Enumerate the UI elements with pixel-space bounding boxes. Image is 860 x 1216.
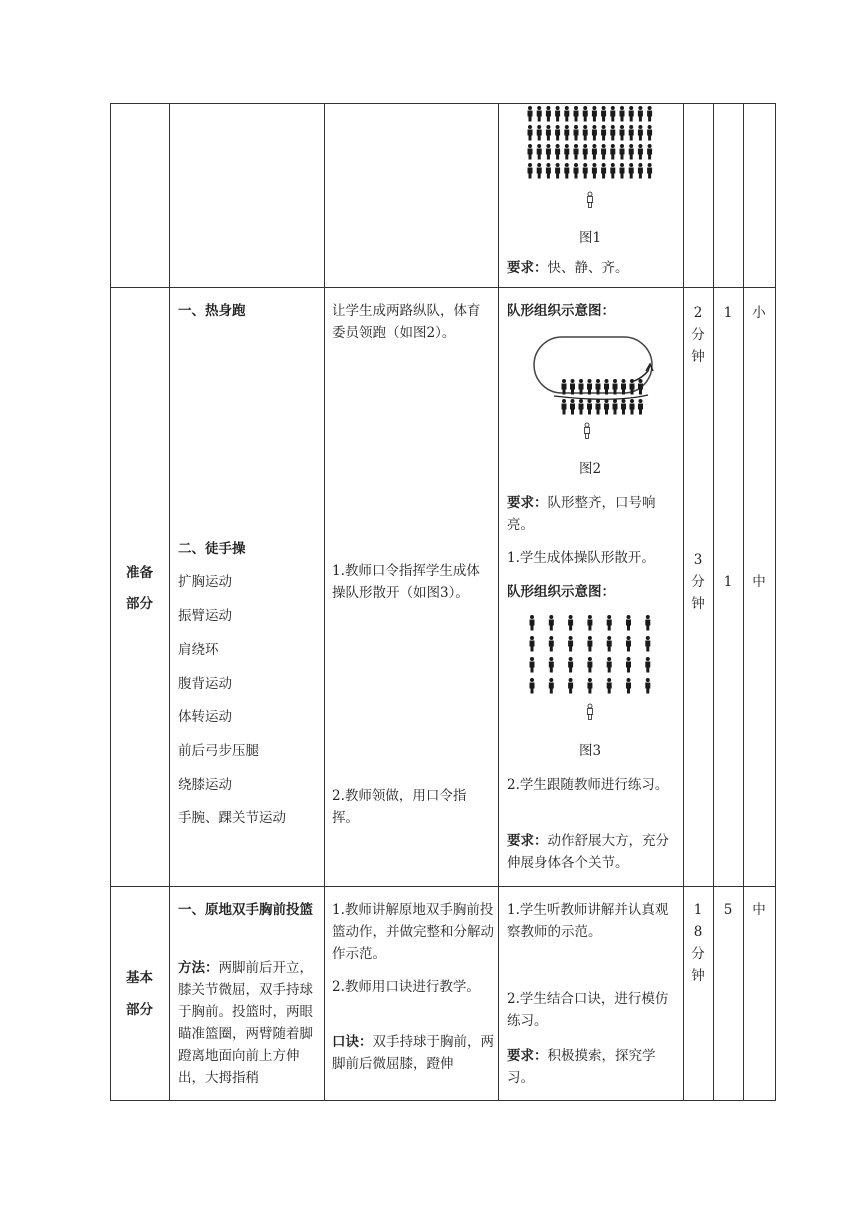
section-label-basic-1: 基本 — [126, 970, 153, 986]
requirement-label: 要求： — [507, 833, 548, 849]
table-top-border — [110, 103, 775, 104]
col-line-6 — [743, 103, 744, 1101]
count-warmup: 1 — [723, 305, 733, 321]
student-figure-icon — [629, 163, 634, 179]
student-figure-icon — [546, 163, 551, 179]
col-line-1 — [169, 103, 170, 1101]
student-figure-icon — [549, 657, 554, 673]
formula-text: 双手持球于胸前，两脚前后微屈膝，蹬伸 — [332, 1034, 494, 1072]
student-figure-icon — [568, 615, 573, 631]
intensity-warmup: 小 — [752, 305, 766, 321]
top-requirement — [507, 257, 629, 279]
student-figure-icon — [564, 163, 569, 179]
intensity-freehand: 中 — [752, 574, 766, 590]
student-figure-icon — [564, 125, 569, 141]
student-figure-icon — [638, 379, 643, 395]
table-bottom-border — [110, 1100, 775, 1101]
method-text: 两脚前后开立，膝关节微屈，双手持球于胸前。投篮时，两眼瞄准篮圈，两臂随着脚蹬离地面向前上方伸出，大拇指稍 — [178, 960, 313, 1086]
student-figure-icon — [570, 379, 575, 395]
student-figure-icon — [638, 163, 643, 179]
student-figure-icon — [610, 144, 615, 160]
requirement-label: 要求： — [507, 495, 548, 511]
student-figure-icon — [626, 636, 631, 652]
teacher-text-formula: 2.教师用口诀进行教学。 — [332, 979, 480, 995]
count-freehand: 1 — [723, 574, 733, 590]
student-figure-icon — [583, 144, 588, 160]
time-warmup-1: 2 — [693, 305, 703, 321]
student-figure-icon — [574, 163, 579, 179]
student-figure-icon — [638, 125, 643, 141]
col-line-7 — [775, 103, 776, 1101]
figure-1-caption: 图1 — [578, 230, 602, 246]
student-figure-icon — [587, 657, 592, 673]
student-figure-icon — [555, 106, 560, 122]
exercise-item: 手腕、踝关节运动 — [178, 810, 286, 826]
student-figure-icon — [555, 125, 560, 141]
formula-label: 口诀： — [332, 1034, 373, 1050]
student-figure-icon — [647, 125, 652, 141]
teacher-figure-icon — [588, 192, 593, 208]
time-freehand-3: 钟 — [691, 596, 705, 612]
student-figure-icon — [528, 144, 533, 160]
student-figure-icon — [621, 379, 626, 395]
figure-2-caption: 图2 — [578, 461, 602, 477]
exercise-item: 肩绕环 — [178, 642, 219, 658]
time-basic-2: 8 — [693, 924, 703, 940]
student-figure-icon — [564, 144, 569, 160]
col-line-3 — [498, 103, 499, 1101]
student-figure-icon — [645, 657, 650, 673]
freehand-exercise-title: 二、徒手操 — [178, 541, 246, 557]
student-figure-icon — [546, 144, 551, 160]
exercise-item: 绕膝运动 — [178, 777, 232, 793]
requirement-label: 要求： — [507, 260, 548, 276]
shooting-title: 一、原地双手胸前投篮 — [178, 902, 313, 918]
exercise-item: 腹背运动 — [178, 676, 232, 692]
student-figure-icon — [587, 615, 592, 631]
student-figure-icon — [601, 106, 606, 122]
student-figure-icon — [592, 125, 597, 141]
student-figure-icon — [592, 163, 597, 179]
diagram-label-2: 队形组织示意图： — [507, 303, 615, 319]
student-figure-icon — [604, 399, 609, 415]
student-figure-icon — [549, 615, 554, 631]
requirement-label: 要求： — [507, 1048, 548, 1064]
student-figure-icon — [626, 615, 631, 631]
teacher-formula — [332, 1031, 494, 1075]
exercise-item: 前后弓步压腿 — [178, 743, 259, 759]
student-figure-icon — [629, 144, 634, 160]
student-figure-icon — [647, 144, 652, 160]
student-figure-icon — [546, 125, 551, 141]
teacher-figure-icon — [585, 423, 590, 439]
student-figure-icon — [629, 125, 634, 141]
requirement-text: 快、静、齐。 — [547, 260, 629, 276]
student-figure-icon — [555, 163, 560, 179]
formation-figure-3 — [526, 615, 656, 727]
student-figure-icon — [620, 144, 625, 160]
student-figure-icon — [613, 379, 618, 395]
student-figure-icon — [530, 678, 535, 694]
time-warmup-3: 钟 — [691, 349, 705, 365]
student-figure-icon — [645, 678, 650, 694]
time-warmup-2: 分 — [691, 327, 705, 343]
teacher-text-warmup: 让学生成两路纵队，体育委员领跑（如图2）。 — [332, 303, 481, 341]
student-figure-icon — [601, 125, 606, 141]
student-figure-icon — [592, 144, 597, 160]
student-figure-icon — [549, 678, 554, 694]
formation-figure-1 — [526, 106, 656, 216]
intensity-basic: 中 — [752, 902, 766, 918]
student-figure-icon — [621, 399, 626, 415]
student-figure-icon — [564, 106, 569, 122]
student-figure-icon — [604, 379, 609, 395]
student-figure-icon — [587, 678, 592, 694]
student-figure-icon — [638, 144, 643, 160]
student-requirement-2 — [507, 830, 677, 874]
student-figure-icon — [587, 636, 592, 652]
student-figure-icon — [562, 399, 567, 415]
exercise-item: 扩胸运动 — [178, 574, 232, 590]
student-figure-icon — [596, 379, 601, 395]
exercise-item: 体转运动 — [178, 709, 232, 725]
count-basic: 5 — [723, 902, 733, 918]
student-figure-icon — [583, 106, 588, 122]
student-figure-icon — [620, 163, 625, 179]
time-basic-1: 1 — [693, 902, 703, 918]
student-figure-icon — [610, 125, 615, 141]
student-figure-icon — [620, 125, 625, 141]
student-requirement-basic — [507, 1045, 679, 1089]
student-figure-icon — [647, 106, 652, 122]
teacher-text-explain: 1.教师讲解原地双手胸前投篮动作，并做完整和分解动作示范。 — [332, 902, 494, 962]
time-basic-3: 分 — [691, 946, 705, 962]
requirement-text: 动作舒展大方，充分伸展身体各个关节。 — [507, 833, 669, 871]
student-figure-icon — [645, 615, 650, 631]
student-figure-icon — [549, 636, 554, 652]
student-text-observe: 1.学生听教师讲解并认真观察教师的示范。 — [507, 902, 669, 940]
student-figure-icon — [610, 163, 615, 179]
time-basic-4: 钟 — [691, 968, 705, 984]
student-requirement-1 — [507, 492, 677, 536]
student-figure-icon — [638, 399, 643, 415]
teacher-text-lead: 2.教师领做，用口令指挥。 — [332, 788, 467, 826]
student-figure-icon — [607, 678, 612, 694]
student-figure-icon — [607, 636, 612, 652]
student-figure-icon — [530, 636, 535, 652]
student-figure-icon — [592, 106, 597, 122]
student-figure-icon — [568, 636, 573, 652]
warmup-run-title: 一、热身跑 — [178, 303, 246, 319]
section-label-prep-1: 准备 — [126, 565, 153, 581]
student-figure-icon — [630, 399, 635, 415]
student-figure-icon — [574, 106, 579, 122]
student-figure-icon — [528, 106, 533, 122]
student-figure-icon — [528, 163, 533, 179]
teacher-text-formation: 1.教师口令指挥学生成体操队形散开（如图3）。 — [332, 563, 480, 601]
requirement-text: 积极摸索，探究学习。 — [507, 1048, 656, 1086]
student-figure-icon — [620, 106, 625, 122]
student-figure-icon — [574, 125, 579, 141]
student-figure-icon — [601, 163, 606, 179]
student-figure-icon — [629, 106, 634, 122]
formation-figure-2 — [524, 333, 664, 448]
student-figure-icon — [537, 125, 542, 141]
teacher-figure-icon — [588, 704, 593, 720]
student-figure-icon — [546, 106, 551, 122]
exercise-item: 振臂运动 — [178, 608, 232, 624]
student-figure-icon — [601, 144, 606, 160]
requirement-text: 队形整齐，口号响亮。 — [507, 495, 656, 533]
student-figure-icon — [579, 379, 584, 395]
student-figure-icon — [613, 399, 618, 415]
student-figure-icon — [568, 657, 573, 673]
student-figure-icon — [626, 678, 631, 694]
col-line-5 — [713, 103, 714, 1101]
student-figure-icon — [562, 379, 567, 395]
row-divider-1 — [110, 287, 775, 288]
student-figure-icon — [596, 399, 601, 415]
student-figure-icon — [555, 144, 560, 160]
student-figure-icon — [626, 657, 631, 673]
method-label: 方法： — [178, 960, 219, 976]
student-text-scatter: 1.学生成体操队形散开。 — [507, 550, 655, 566]
student-figure-icon — [579, 399, 584, 415]
student-figure-icon — [607, 615, 612, 631]
student-text-follow: 2.学生跟随教师进行练习。 — [507, 777, 669, 793]
time-freehand-1: 3 — [693, 552, 703, 568]
student-figure-icon — [570, 399, 575, 415]
student-figure-icon — [530, 657, 535, 673]
section-label-basic-2: 部分 — [126, 1002, 153, 1018]
student-figure-icon — [583, 125, 588, 141]
student-figure-icon — [647, 163, 652, 179]
student-figure-icon — [530, 615, 535, 631]
student-figure-icon — [607, 657, 612, 673]
student-figure-icon — [610, 106, 615, 122]
col-line-2 — [324, 103, 325, 1101]
student-text-imitate: 2.学生结合口诀，进行模仿练习。 — [507, 991, 669, 1029]
row-divider-2 — [110, 886, 775, 887]
section-label-prep-2: 部分 — [126, 596, 153, 612]
student-figure-icon — [537, 144, 542, 160]
student-figure-icon — [645, 636, 650, 652]
student-figure-icon — [574, 144, 579, 160]
student-figure-icon — [537, 106, 542, 122]
figure-3-caption: 图3 — [578, 743, 602, 759]
student-figure-icon — [568, 678, 573, 694]
time-freehand-2: 分 — [691, 574, 705, 590]
student-figure-icon — [537, 163, 542, 179]
student-figure-icon — [587, 379, 592, 395]
student-figure-icon — [528, 125, 533, 141]
student-figure-icon — [638, 106, 643, 122]
shooting-method — [178, 957, 324, 1089]
student-figure-icon — [587, 399, 592, 415]
diagram-label-3: 队形组织示意图： — [507, 584, 615, 600]
student-figure-icon — [583, 163, 588, 179]
